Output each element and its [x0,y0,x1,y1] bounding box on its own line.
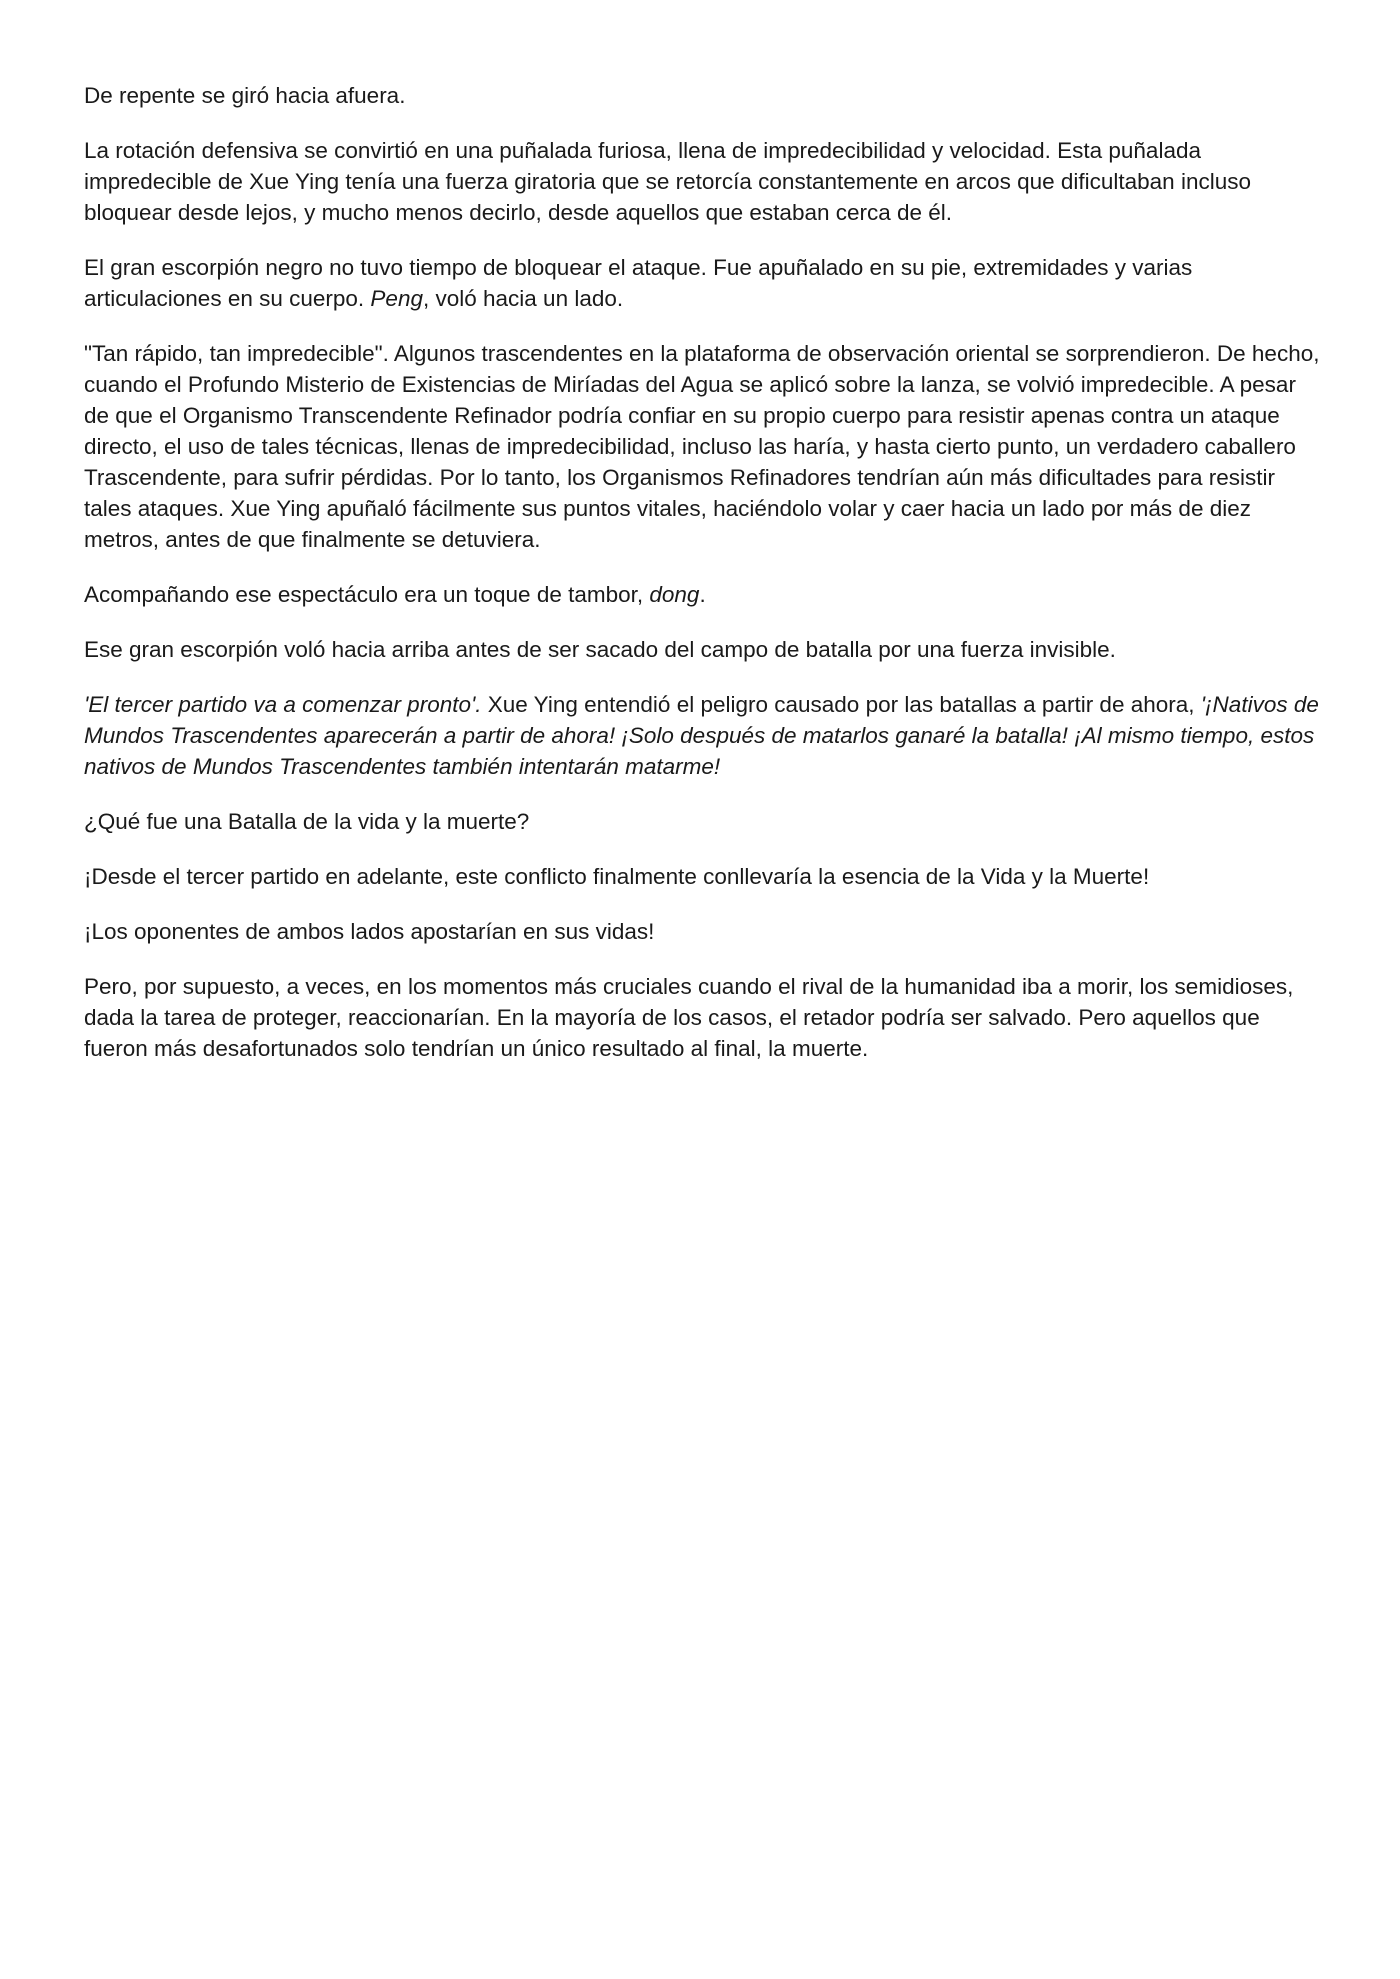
text-run: . [699,582,706,607]
text-run: Pero, por supuesto, a veces, en los momentos más cruciales cuando el rival de la humanidad iba a morir, los semidioses, dada la tarea de proteger, reaccionarían. En la mayoría de los casos, el retador podría ser salvado. Pero aquellos que fueron más desafortunados solo tendrían un único resultado al final, la muerte. [84,974,1294,1061]
paragraph [84,252,1324,314]
paragraph [84,971,1324,1064]
text-run: Ese gran escorpión voló hacia arriba antes de ser sacado del campo de batalla por una fuerza invisible. [84,637,1116,662]
document-page [84,80,1324,1088]
text-run: El gran escorpión negro no tuvo tiempo de bloquear el ataque. Fue apuñalado en su pie, extremidades y varias articulaciones en su cuerpo. [84,255,1193,311]
italic-text: 'El tercer partido va a comenzar pronto'. [84,692,482,717]
paragraph [84,338,1324,555]
paragraph [84,806,1324,837]
italic-text: Peng [370,286,423,311]
italic-text: '¡Nativos de Mundos Trascendentes aparecerán a partir de ahora! ¡Solo después de matarlos ganaré la batalla! ¡Al mismo tiempo, estos nativos de Mundos Trascendentes también intentarán matarme! [84,692,1319,779]
paragraph [84,689,1324,782]
paragraph [84,80,1324,111]
italic-text: dong [649,582,700,607]
text-run: ¿Qué fue una Batalla de la vida y la muerte? [84,809,530,834]
paragraph [84,135,1324,228]
text-run: , voló hacia un lado. [422,286,624,311]
text-run: Acompañando ese espectáculo era un toque de tambor, [84,582,650,607]
paragraph [84,861,1324,892]
text-run: ¡Desde el tercer partido en adelante, este conflicto finalmente conllevaría la esencia de la Vida y la Muerte! [84,864,1150,889]
paragraph [84,634,1324,665]
paragraph [84,579,1324,610]
text-run: La rotación defensiva se convirtió en una puñalada furiosa, llena de impredecibilidad y velocidad. Esta puñalada impredecible de Xue Ying tenía una fuerza giratoria que se retorcía constantemente en arcos que dificultaban incluso bloquear desde lejos, y mucho menos decirlo, desde aquellos que estaban cerca de él. [84,138,1251,225]
text-run: "Tan rápido, tan impredecible". Algunos trascendentes en la plataforma de observación oriental se sorprendieron. De hecho, cuando el Profundo Misterio de Existencias de Miríadas del Agua se aplicó sobre la lanza, se volvió impredecible. A pesar de que el Organismo Transcendente Refinador podría confiar en su propio cuerpo para resistir apenas contra un ataque directo, el uso de tales técnicas, llenas de impredecibilidad, incluso las haría, y hasta cierto punto, un verdadero caballero Trascendente, para sufrir pérdidas. Por lo tanto, los Organismos Refinadores tendrían aún más dificultades para resistir tales ataques. Xue Ying apuñaló fácilmente sus puntos vitales, haciéndolo volar y caer hacia un lado por más de diez metros, antes de que finalmente se detuviera. [84,341,1320,552]
text-run: ¡Los oponentes de ambos lados apostarían en sus vidas! [84,919,655,944]
paragraph [84,916,1324,947]
text-run: Xue Ying entendió el peligro causado por las batallas a partir de ahora, [481,692,1201,717]
text-run: De repente se giró hacia afuera. [84,83,406,108]
